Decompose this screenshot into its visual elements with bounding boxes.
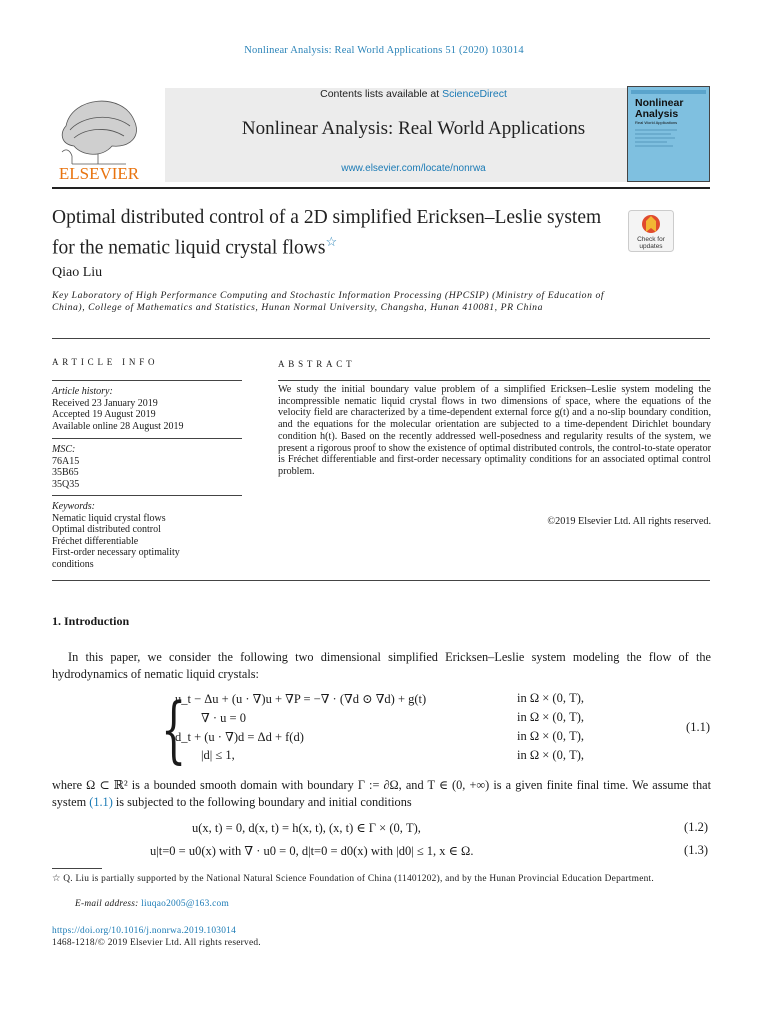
article-info-heading: ARTICLE INFO (52, 357, 159, 367)
equation-row: ∇ · u = 0 (201, 711, 246, 725)
history-label: Article history: (52, 386, 113, 397)
msc-label: MSC: (52, 444, 76, 455)
msc-item: 35B65 (52, 467, 79, 479)
updates-badge-line2: updates (639, 243, 663, 250)
cover-title-1: Nonlinear (635, 97, 684, 109)
intro-paragraph: In this paper, we consider the following two dimensional simplified Ericksen–Leslie system modeling the flow of the hydrodynamics of nematic liquid crystals: (52, 650, 711, 681)
article-title (52, 206, 612, 261)
email-link[interactable]: liuqao2005@163.com (141, 899, 230, 909)
equation-number: (1.2) (684, 820, 708, 834)
email-label: E-mail address: (75, 899, 139, 909)
sciencedirect-link[interactable]: ScienceDirect (442, 88, 507, 100)
abstract-copyright: ©2019 Elsevier Ltd. All rights reserved. (547, 516, 711, 527)
funding-footnote (52, 874, 711, 886)
abstract-heading: ABSTRACT (278, 359, 356, 369)
issn-line: 1468-1218/© 2019 Elsevier Ltd. All rights reserved. (52, 938, 261, 948)
msc-codes (52, 444, 79, 490)
intro-paragraph (52, 777, 711, 811)
footnote-divider (52, 868, 102, 869)
footnote-marker: ☆ (52, 874, 61, 884)
email-footnote (75, 899, 229, 909)
intro-text: is subjected to the following boundary and initial conditions (112, 795, 412, 809)
history-item: Received 23 January 2019 (52, 397, 158, 409)
keywords (52, 501, 180, 571)
history-item: Available online 28 August 2019 (52, 420, 184, 432)
equation-1-1 (161, 687, 713, 771)
journal-title: Nonlinear Analysis: Real World Applications (241, 118, 586, 139)
equation-row: d_t + (u · ∇)d = Δd + f(d) (175, 730, 304, 744)
header-divider (52, 187, 710, 189)
msc-item: 76A15 (52, 455, 80, 467)
section-heading-introduction: 1. Introduction (52, 614, 130, 628)
equation-number: (1.1) (686, 720, 710, 734)
elsevier-logo (52, 86, 146, 182)
equation-body: u(x, t) = 0, d(x, t) = h(x, t), (x, t) ∈ Γ × (0, T), (192, 821, 421, 835)
article-info-divider (52, 380, 242, 381)
author-name: Qiao Liu (52, 265, 103, 280)
elsevier-logo-text: ELSEVIER (58, 164, 140, 182)
equation-domain: in Ω × (0, T), (517, 691, 585, 705)
section-divider (52, 338, 710, 339)
article-title-text: Optimal distributed control of a 2D simplified Ericksen–Leslie system for the nematic liquid crystal flows (52, 207, 602, 259)
article-info-divider (52, 438, 242, 439)
equation-1-3 (52, 843, 711, 861)
journal-header (52, 86, 710, 186)
keywords-label: Keywords: (52, 501, 95, 512)
title-footnote-marker[interactable]: ☆ (325, 234, 338, 249)
equation-1-2 (52, 820, 711, 838)
equation-reference-link[interactable]: (1.1) (89, 795, 113, 809)
journal-citation-link[interactable]: Nonlinear Analysis: Real World Applications 51 (2020) 103014 (244, 45, 524, 56)
equation-domain: in Ω × (0, T), (517, 748, 585, 762)
keyword-item: conditions (52, 558, 94, 570)
doi-link[interactable]: https://doi.org/10.1016/j.nonrwa.2019.103014 (52, 926, 237, 936)
intro-text: where Ω ⊂ ℝ² is a bounded smooth domain with boundary Γ := ∂Ω, and T ∈ (0, +∞) is a given finite final time. We assume that system (52, 778, 711, 809)
cover-subtitle: Real World Applications (635, 120, 678, 125)
history-item: Accepted 19 August 2019 (52, 409, 156, 421)
keyword-item: Optimal distributed control (52, 524, 161, 536)
journal-cover-image (627, 86, 710, 182)
equation-domain: in Ω × (0, T), (517, 710, 585, 724)
equation-row: u_t − Δu + (u · ∇)u + ∇P = −∇ · (∇d ⊙ ∇d) + g(t) (175, 692, 427, 706)
article-info-divider (52, 495, 242, 496)
updates-badge-line1: Check for (637, 236, 665, 243)
equation-brace: { (161, 687, 187, 771)
contents-prefix: Contents lists available at (320, 88, 443, 100)
equation-number: (1.3) (684, 843, 708, 857)
footnote-text: Q. Liu is partially supported by the National Natural Science Foundation of China (11401202), and by the Hunan Provincial Education Department. (63, 874, 654, 884)
section-divider (52, 580, 710, 581)
abstract-divider (278, 380, 710, 381)
msc-item: 35Q35 (52, 478, 80, 490)
keyword-item: First-order necessary optimality (52, 547, 180, 559)
cover-title-2: Analysis (635, 108, 679, 120)
article-history (52, 386, 183, 432)
check-for-updates-badge[interactable] (628, 210, 674, 252)
contents-line (165, 88, 662, 100)
keyword-item: Fréchet differentiable (52, 535, 139, 547)
author-affiliation: Key Laboratory of High Performance Computing and Stochastic Information Processing (HPCSIP) (Ministry of Education of China), College of Mathematics and Statistics, Hunan Normal University, Changsha, Hunan 410081, PR China (52, 290, 605, 313)
equation-row: |d| ≤ 1, (201, 748, 235, 762)
equation-body: u|t=0 = u0(x) with ∇ · u0 = 0, d|t=0 = d0(x) with |d0| ≤ 1, x ∈ Ω. (150, 844, 474, 858)
abstract-text: We study the initial boundary value problem of a simplified Ericksen–Leslie system modeling the incompressible nematic liquid crystal flows in two dimensions of space, where the equations of the velocity field are characterized by a time-dependent external force g(t) and a no-slip boundary condition, and the equations for the molecular orientation are subjected to a time-dependent Dirichlet boundary condition h(t). Based on the recently addressed well-posedness and regularity results of the system, we present a rigorous proof to show the existence of optimal distributed controls, the control-to-state operator is Fréchet differentiable and first-order necessary optimality conditions for an associated optimal control problem. (278, 384, 711, 477)
keyword-item: Nematic liquid crystal flows (52, 512, 166, 524)
journal-url-link[interactable]: www.elsevier.com/locate/nonrwa (341, 163, 486, 174)
equation-domain: in Ω × (0, T), (517, 729, 585, 743)
